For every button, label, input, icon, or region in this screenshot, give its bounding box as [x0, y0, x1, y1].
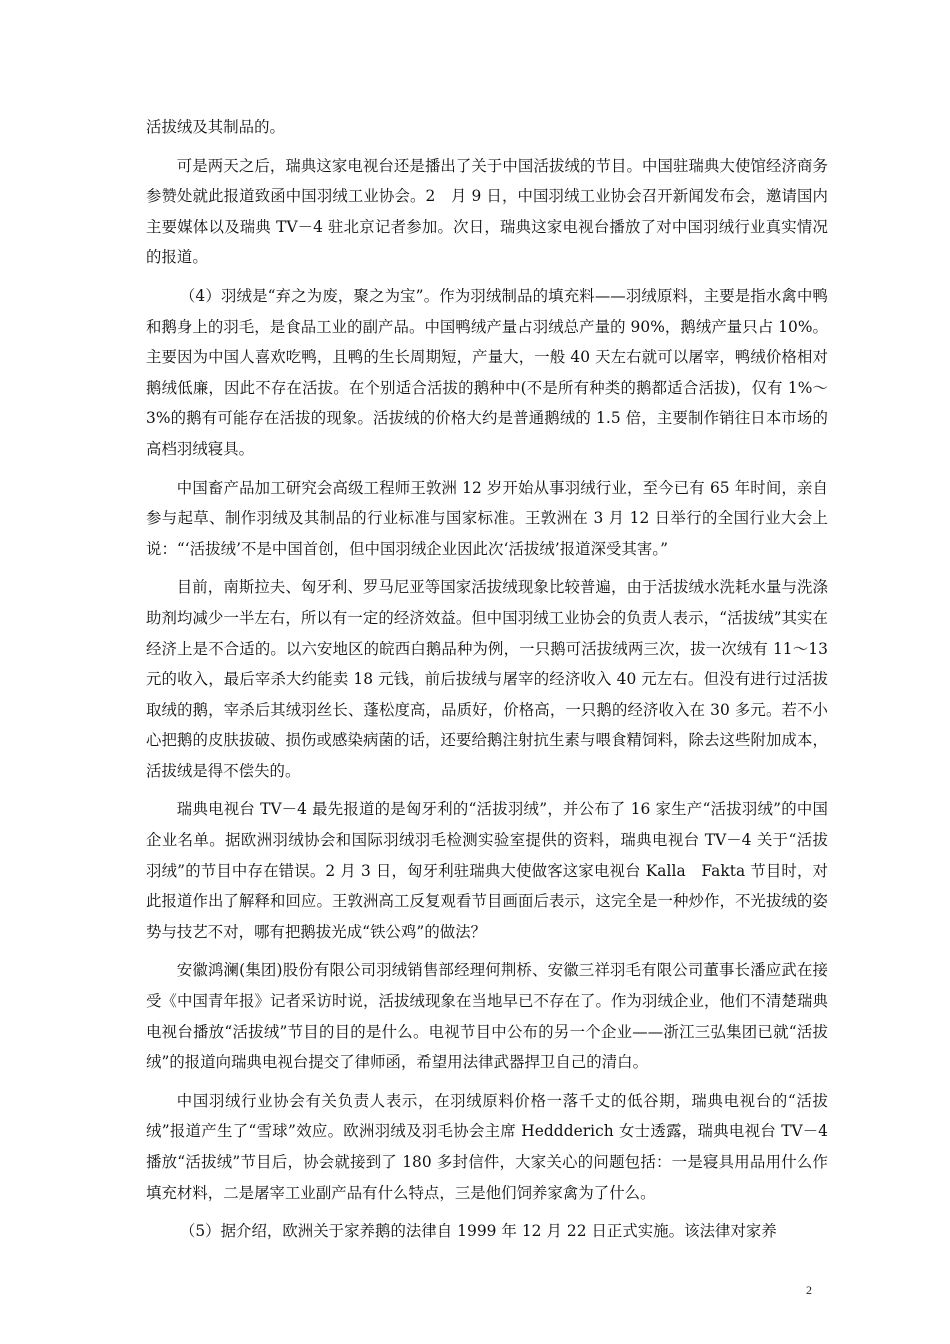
paragraph-swedish-tv-broadcast: 可是两天之后，瑞典这家电视台还是播出了关于中国活拔绒的节目。中国驻瑞典大使馆经济商务参赞处就此报道致函中国羽绒工业协会。2 月 9 日，中国羽绒工业协会召开新闻发布会，邀请国内主要媒体以及瑞典 TV－4 驻北京记者参加。次日，瑞典这家电视台播放了对中国羽绒行业真实情况的报道。 — [146, 156, 828, 267]
paragraph-section-4: （4）羽绒是“弃之为废，聚之为宝”。作为羽绒制品的填充料——羽绒原料，主要是指水禽中鸭和鹅身上的羽毛，是食品工业的副产品。中国鸭绒产量占羽绒总产量的 90%，鹅绒产量只占 10%。主要因为中国人喜欢吃鸭，且鸭的生长周期短，产量大，一般 40 天左右就可以屠宰，鸭绒价格相对鹅绒低廉，因此不存在活拔。在个别适合活拔的鹅种中(不是所有种类的鹅都适合活拔)，仅有 1%～3%的鹅有可能存在活拔的现象。活拔绒的价格大约是普通鹅绒的 1.5 倍，主要制作销往日本市场的高档羽绒寝具。 — [146, 286, 828, 458]
page-number: 2 — [806, 1283, 812, 1297]
paragraph-continuation: 活拔绒及其制品的。 — [146, 118, 285, 136]
paragraph-section-5: （5）据介绍，欧洲关于家养鹅的法律自 1999 年 12 月 22 日正式实施。该法律对家养 — [179, 1222, 777, 1241]
document-body — [146, 112, 828, 1255]
paragraph-snowball-effect: 中国羽绒行业协会有关负责人表示，在羽绒原料价格一落千丈的低谷期，瑞典电视台的“活拔绒”报道产生了“雪球”效应。欧洲羽绒及羽毛协会主席 Heddderich 女士透露，瑞典电视台 TV－4 播放“活拔绒”节目后，协会就接到了 180 多封信件，大家关心的问题包括：一是寝具用品用什么作填充材料，二是屠宰工业副产品有什么特点，三是他们饲养家禽为了什么。 — [146, 1091, 828, 1202]
paragraph-wang-dunzhou: 中国畜产品加工研究会高级工程师王敦洲 12 岁开始从事羽绒行业，至今已有 65 年时间，亲自参与起草、制作羽绒及其制品的行业标准与国家标准。王敦洲在 3 月 12 日举行的全国行业大会上说：“‘活拔绒’不是中国首创，但中国羽绒企业因此次‘活拔绒’报道深受其害。” — [146, 478, 828, 558]
paragraph-economic-analysis: 目前，南斯拉夫、匈牙利、罗马尼亚等国家活拔绒现象比较普遍，由于活拔绒水洗耗水量与洗涤助剂均减少一半左右，所以有一定的经济效益。但中国羽绒工业协会的负责人表示，“活拔绒”其实在经济上是不合适的。以六安地区的皖西白鹅品种为例，一只鹅可活拔绒两三次，拔一次绒有 11～13 元的收入，最后宰杀大约能卖 18 元钱，前后拔绒与屠宰的经济收入 40 元左右。但没有进行过活拔取绒的鹅，宰杀后其绒羽丝长、蓬松度高，品质好，价格高，一只鹅的经济收入在 30 多元。若不小心把鹅的皮肤拔破、损伤或感染病菌的话，还要给鹅注射抗生素与喂食精饲料，除去这些附加成本，活拔绒是得不偿失的。 — [146, 578, 828, 780]
paragraph-anhui-companies: 安徽鸿澜(集团)股份有限公司羽绒销售部经理何荆桥、安徽三祥羽毛有限公司董事长潘应武在接受《中国青年报》记者采访时说，活拔绒现象在当地早已不存在了。作为羽绒企业，他们不清楚瑞典电视台播放“活拔绒”节目的目的是什么。电视节目中公布的另一个企业——浙江三弘集团已就“活拔绒”的报道向瑞典电视台提交了律师函，希望用法律武器捍卫自己的清白。 — [146, 961, 828, 1072]
paragraph-tv4-report: 瑞典电视台 TV－4 最先报道的是匈牙利的“活拔羽绒”，并公布了 16 家生产“活拔羽绒”的中国企业名单。据欧洲羽绒协会和国际羽绒羽毛检测实验室提供的资料，瑞典电视台 TV－4 关于“活拔羽绒”的节目中存在错误。2 月 3 日，匈牙利驻瑞典大使做客这家电视台 Kalla Fakta 节目时，对此报道作出了解释和回应。王敦洲高工反复观看节目画面后表示，这完全是一种炒作，不光拔绒的姿势与技艺不对，哪有把鹅拔光成“铁公鸡”的做法？ — [146, 800, 828, 941]
